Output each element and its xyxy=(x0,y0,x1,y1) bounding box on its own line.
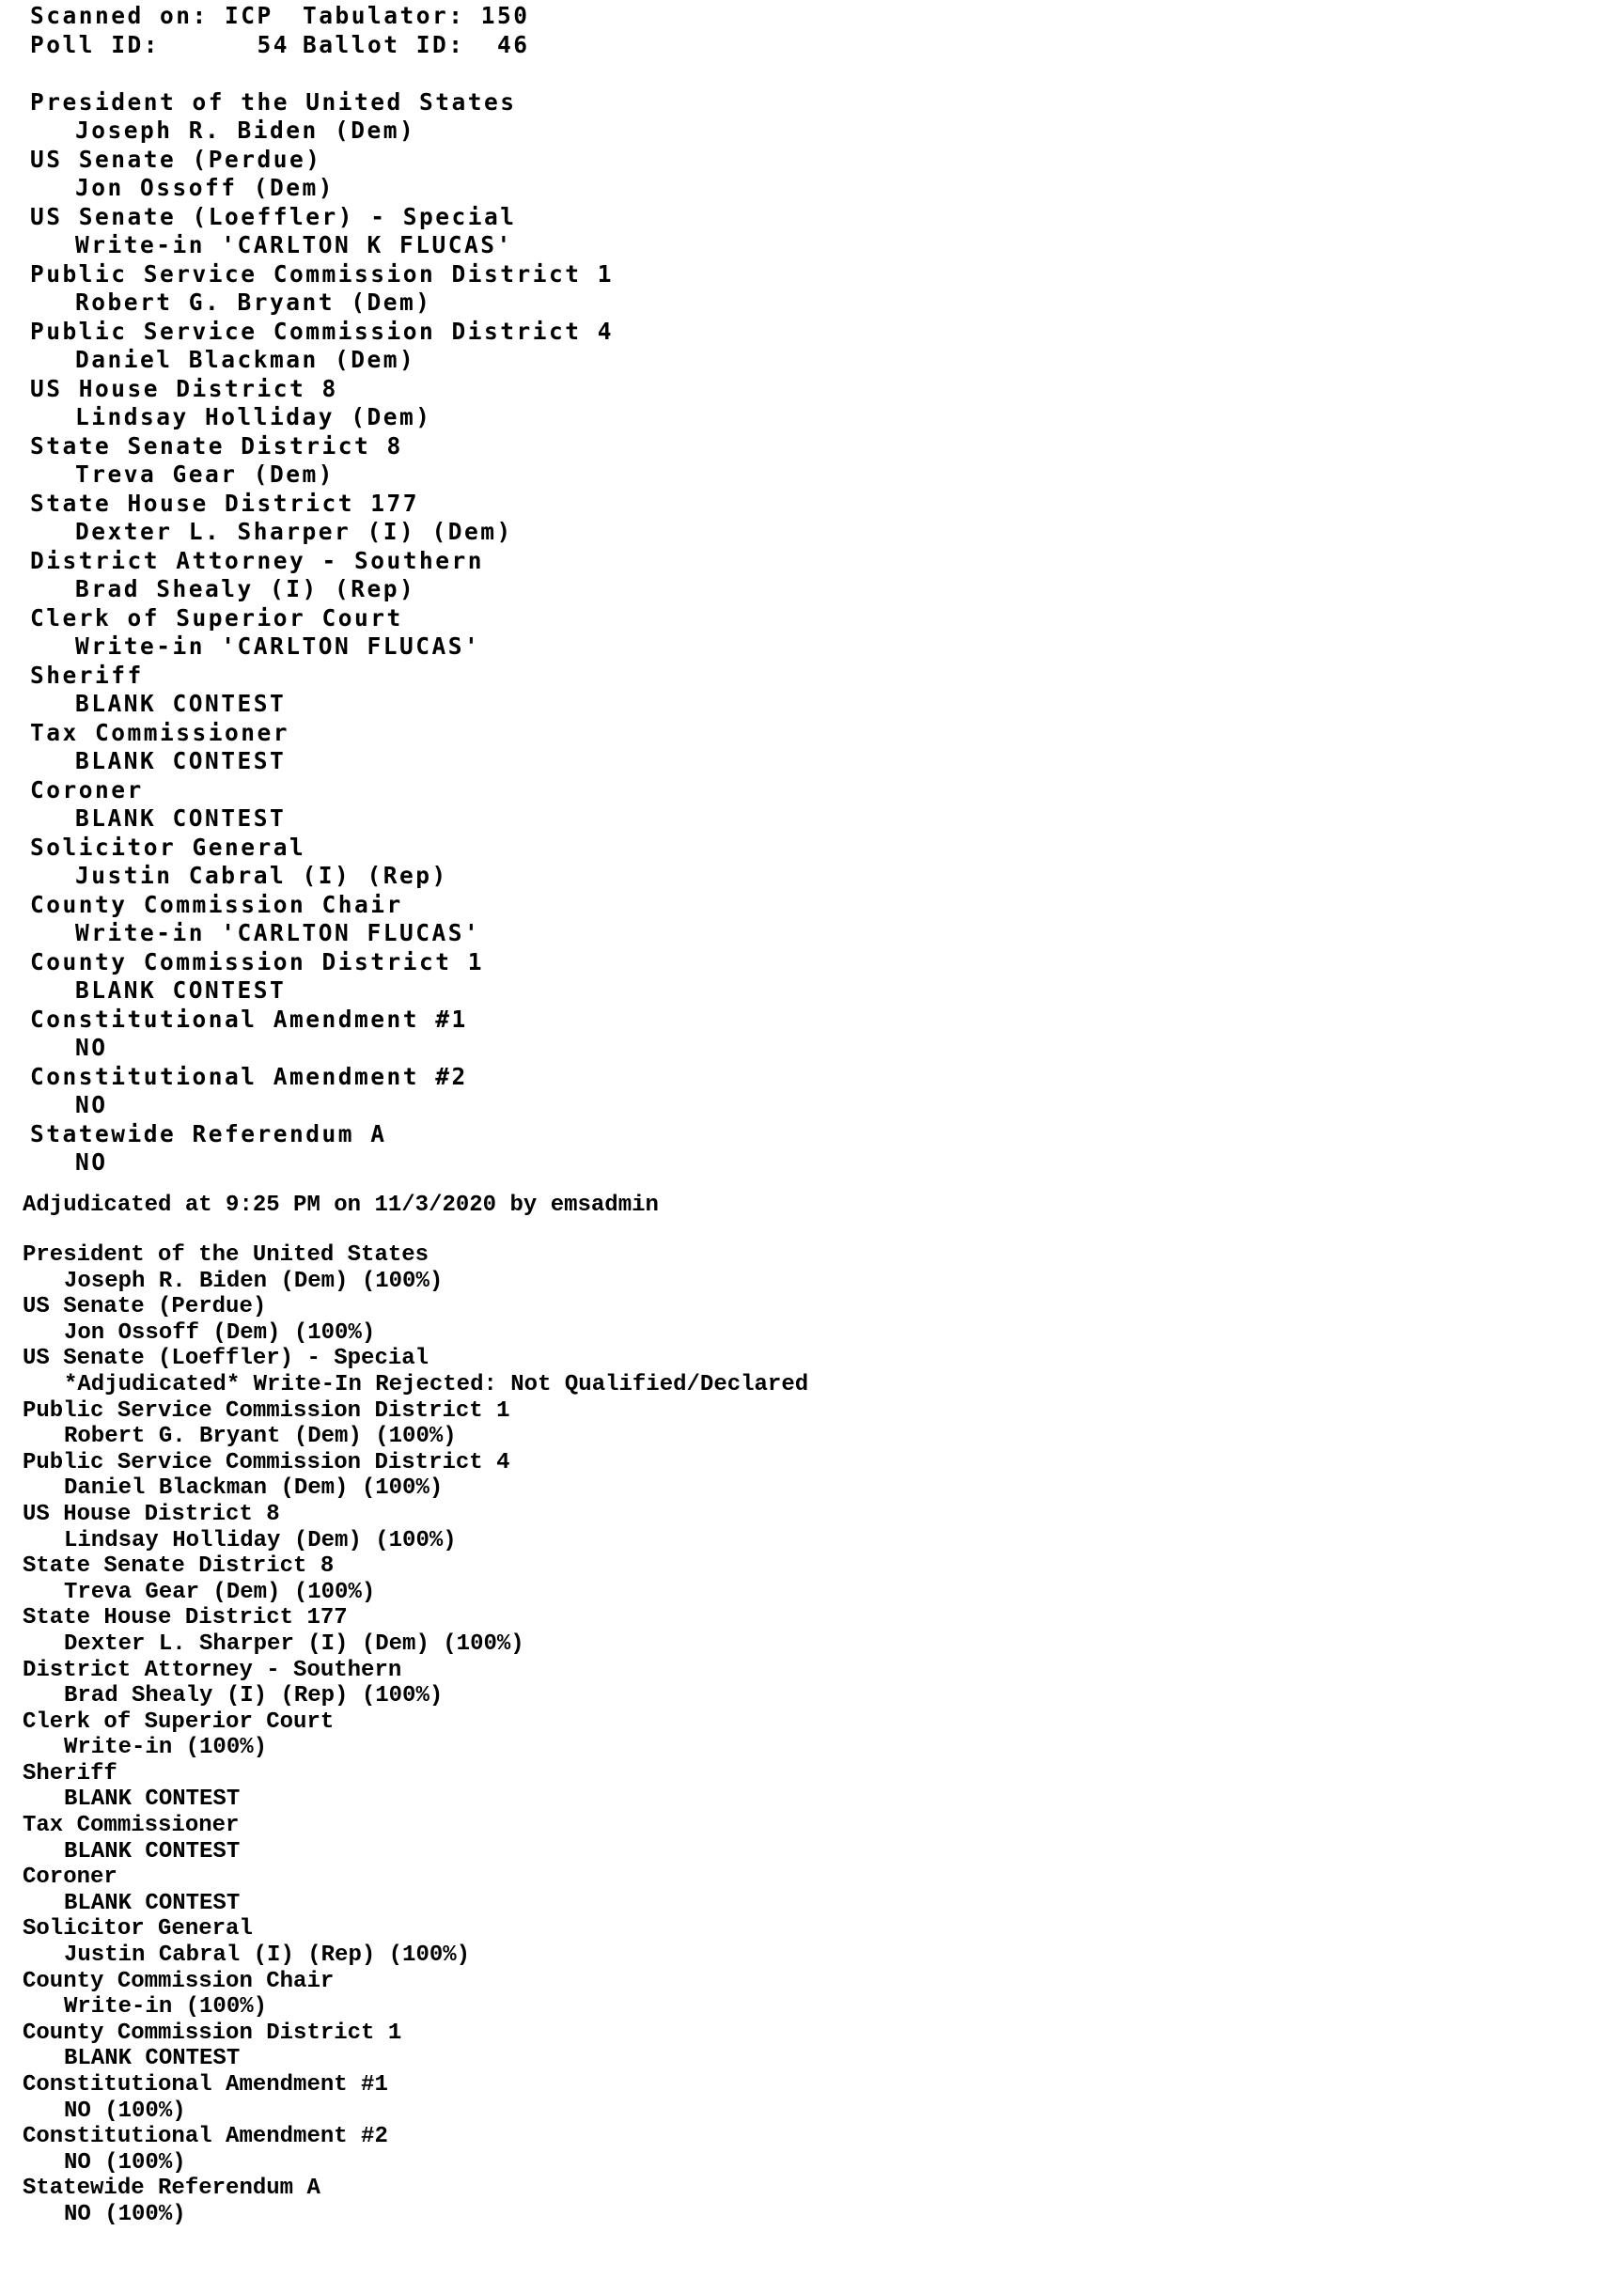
contest-name: County Commission Chair xyxy=(23,1968,335,1994)
contest-name: Sheriff xyxy=(23,1760,117,1787)
contest-name: Public Service Commission District 4 xyxy=(30,317,615,345)
contest-name: County Commission District 1 xyxy=(23,2020,402,2046)
tabulator-value: 150 xyxy=(480,2,530,29)
tabulator-field xyxy=(303,2,530,31)
contest-choice: Write-in (100%) xyxy=(64,1994,268,2021)
poll-id-field xyxy=(30,31,303,60)
contest-name: Solicitor General xyxy=(30,833,306,861)
poll-id-label: Poll ID: xyxy=(30,30,161,58)
contest-name: Statewide Referendum A xyxy=(30,1119,387,1147)
contest-choice: NO xyxy=(75,1034,108,1061)
contest-choice: Brad Shealy (I) (Rep) (100%) xyxy=(64,1683,444,1709)
contest-name: US House District 8 xyxy=(23,1501,280,1527)
contest-name: State Senate District 8 xyxy=(23,1553,335,1580)
contest-choice: Justin Cabral (I) (Rep) (100%) xyxy=(64,1943,471,1969)
spacer xyxy=(30,59,1590,88)
scanned-on-field xyxy=(30,2,303,31)
contest-name: US Senate (Perdue) xyxy=(30,145,322,173)
contest-choice: Jon Ossoff (Dem) (100%) xyxy=(64,1319,376,1346)
contest-choice: Joseph R. Biden (Dem) (100%) xyxy=(64,1268,444,1294)
contest-name: County Commission Chair xyxy=(30,890,403,918)
contest-choice: BLANK CONTEST xyxy=(75,690,287,717)
contest-choice: Daniel Blackman (Dem) (100%) xyxy=(64,1475,444,1502)
adjudicated-contest-list xyxy=(23,1242,1583,2228)
contest-choice: Jon Ossoff (Dem) xyxy=(75,174,336,201)
contest-choice: Write-in 'CARLTON FLUCAS' xyxy=(75,919,481,946)
contest-name: Constitutional Amendment #1 xyxy=(30,1005,468,1033)
contest-name: Public Service Commission District 1 xyxy=(30,259,615,288)
contest-name: Tax Commissioner xyxy=(30,718,290,746)
contest-choice: Dexter L. Sharper (I) (Dem) (100%) xyxy=(64,1630,524,1657)
scanned-on-label: Scanned on: xyxy=(30,2,209,29)
contest-choice: NO xyxy=(75,1148,108,1176)
contest-choice: Write-in 'CARLTON K FLUCAS' xyxy=(75,231,513,258)
contest-choice: BLANK CONTEST xyxy=(64,1838,241,1865)
contest-choice: BLANK CONTEST xyxy=(75,747,287,774)
contest-name: US House District 8 xyxy=(30,374,338,402)
contest-choice: BLANK CONTEST xyxy=(75,804,287,832)
contest-choice: Daniel Blackman (Dem) xyxy=(75,346,416,373)
adjudication-line: Adjudicated at 9:25 PM on 11/3/2020 by emsadmin xyxy=(23,1193,659,1218)
contest-name: Clerk of Superior Court xyxy=(23,1708,335,1735)
contest-choice: Treva Gear (Dem) (100%) xyxy=(64,1579,376,1605)
contest-name: President of the United States xyxy=(23,1242,429,1268)
scanned-ballot-section xyxy=(30,2,1590,1178)
contest-choice: NO (100%) xyxy=(64,2149,186,2176)
contest-name: Tax Commissioner xyxy=(23,1813,240,1839)
contest-name: Sheriff xyxy=(30,661,144,689)
contest-choice: BLANK CONTEST xyxy=(64,1787,241,1813)
contest-choice: Brad Shealy (I) (Rep) xyxy=(75,575,416,602)
contest-choice: BLANK CONTEST xyxy=(75,976,287,1004)
ballot-id-value: 46 xyxy=(497,30,530,58)
contest-name: Statewide Referendum A xyxy=(23,2176,320,2202)
scanned-on-value: ICP xyxy=(225,2,273,29)
contest-name: Constitutional Amendment #2 xyxy=(30,1062,468,1090)
adjudicated-ballot-section xyxy=(23,1242,1583,2228)
contest-name: Constitutional Amendment #1 xyxy=(23,2072,388,2098)
contest-name: State House District 177 xyxy=(30,489,420,517)
contest-choice: Lindsay Holliday (Dem) (100%) xyxy=(64,1527,457,1553)
contest-choice: Justin Cabral (I) (Rep) xyxy=(75,862,448,889)
contest-choice: *Adjudicated* Write-In Rejected: Not Qualified/Declared xyxy=(64,1371,809,1397)
contest-choice: Dexter L. Sharper (I) (Dem) xyxy=(75,518,513,545)
contest-name: Public Service Commission District 4 xyxy=(23,1449,510,1475)
contest-name: Coroner xyxy=(23,1865,117,1891)
contest-choice: Write-in (100%) xyxy=(64,1735,268,1761)
scanned-contest-list xyxy=(30,88,1590,1178)
scan-info-row xyxy=(30,2,1590,31)
ballot-id-label: Ballot ID: xyxy=(303,30,465,58)
poll-info-row xyxy=(30,31,1590,60)
contest-name: District Attorney - Southern xyxy=(30,546,485,574)
contest-choice: Treva Gear (Dem) xyxy=(75,460,336,488)
contest-choice: NO (100%) xyxy=(64,2098,186,2124)
ballot-id-field xyxy=(303,31,530,60)
contest-name: President of the United States xyxy=(30,87,517,116)
contest-name: State Senate District 8 xyxy=(30,431,403,460)
contest-name: Constitutional Amendment #2 xyxy=(23,2124,388,2150)
contest-name: US Senate (Loeffler) - Special xyxy=(23,1346,429,1372)
contest-choice: Joseph R. Biden (Dem) xyxy=(75,117,416,144)
contest-choice: Lindsay Holliday (Dem) xyxy=(75,403,432,430)
contest-name: Clerk of Superior Court xyxy=(30,603,403,632)
tabulator-label: Tabulator: xyxy=(303,2,465,29)
contest-name: State House District 177 xyxy=(23,1605,348,1631)
contest-name: Public Service Commission District 1 xyxy=(23,1397,510,1424)
contest-choice: BLANK CONTEST xyxy=(64,1890,241,1916)
contest-name: US Senate (Loeffler) - Special xyxy=(30,202,517,230)
contest-name: Coroner xyxy=(30,775,144,804)
contest-name: District Attorney - Southern xyxy=(23,1657,402,1683)
contest-choice: NO xyxy=(75,1091,108,1118)
contest-name: County Commission District 1 xyxy=(30,947,485,975)
contest-choice: Robert G. Bryant (Dem) xyxy=(75,289,432,316)
contest-name: Solicitor General xyxy=(23,1916,253,1943)
contest-name: US Senate (Perdue) xyxy=(23,1294,267,1320)
contest-choice: Write-in 'CARLTON FLUCAS' xyxy=(75,632,481,660)
contest-choice: Robert G. Bryant (Dem) (100%) xyxy=(64,1424,457,1450)
contest-choice: NO (100%) xyxy=(64,2201,186,2227)
poll-id-value: 54 xyxy=(257,30,290,58)
contest-choice: BLANK CONTEST xyxy=(64,2046,241,2072)
